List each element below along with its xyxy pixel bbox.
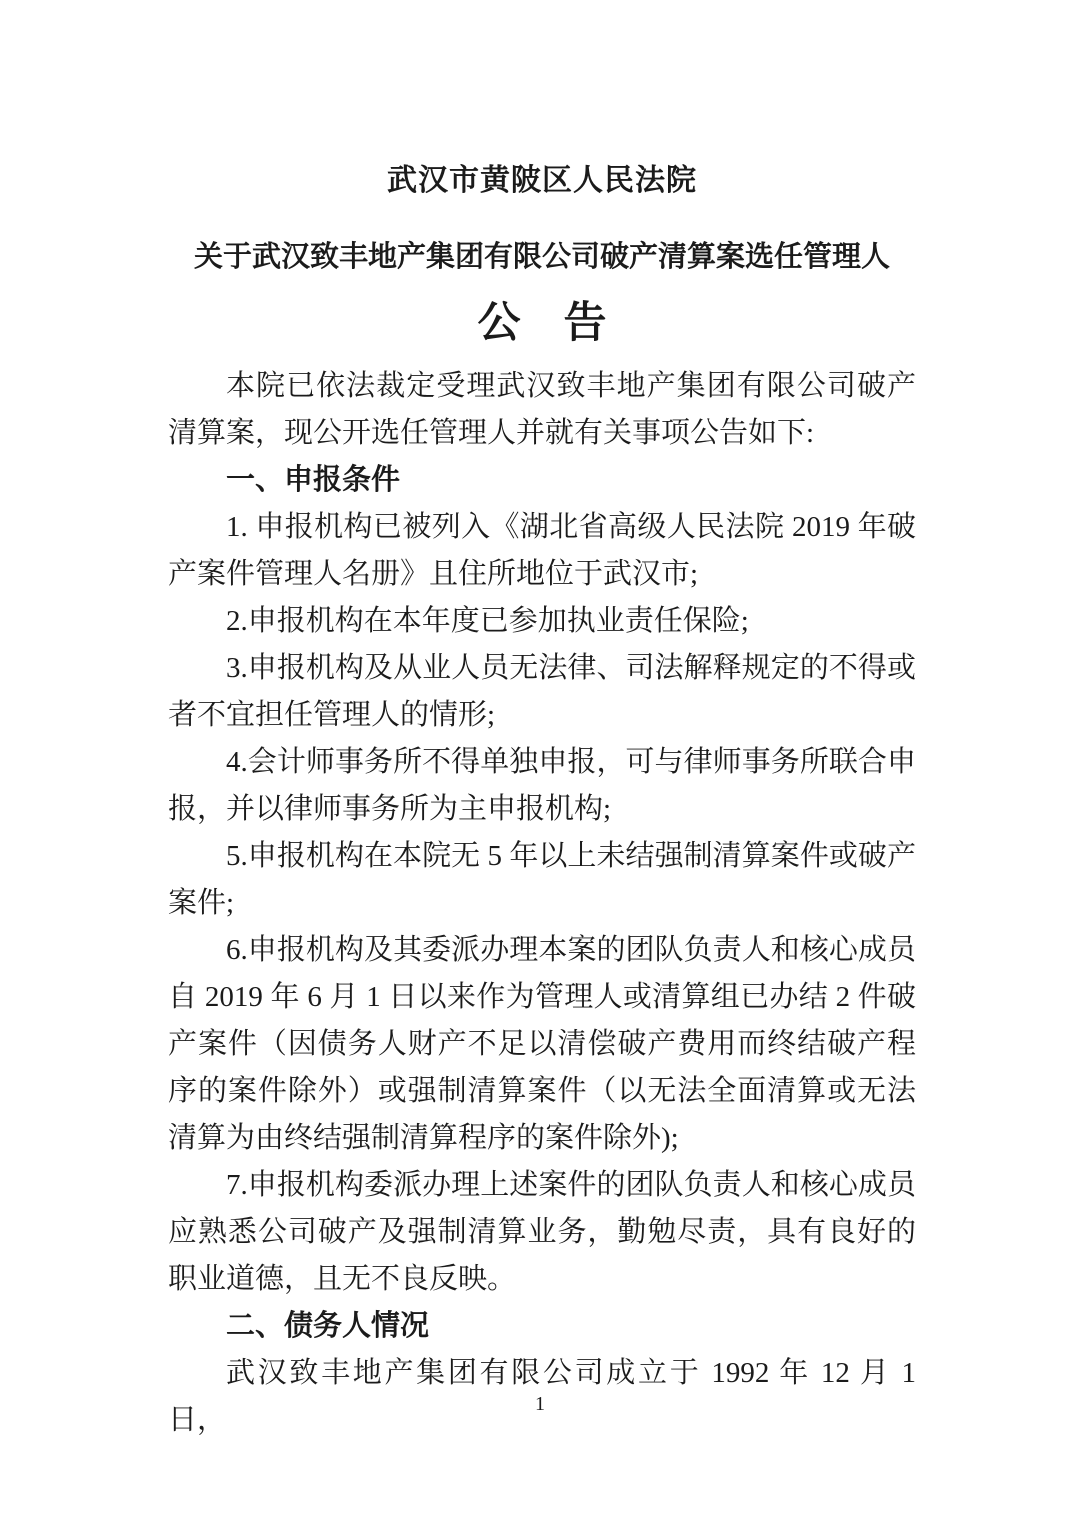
page-number: 1 <box>535 1393 545 1415</box>
intro-paragraph: 本院已依法裁定受理武汉致丰地产集团有限公司破产清算案，现公开选任管理人并就有关事项公告如下: <box>168 370 916 449</box>
requirement-item-7: 7.申报机构委派办理上述案件的团队负责人和核心成员应熟悉公司破产及强制清算业务，勤勉尽责，具有良好的职业道德，且无不良反映。 <box>168 1169 916 1295</box>
requirement-item-3: 3.申报机构及从业人员无法律、司法解释规定的不得或者不宜担任管理人的情形; <box>168 652 916 731</box>
notice-title: 公 告 <box>477 299 607 347</box>
requirement-item-2: 2.申报机构在本年度已参加执业责任保险; <box>226 605 749 637</box>
requirement-item-4: 4.会计师事务所不得单独申报，可与律师事务所联合申报，并以律师事务所为主申报机构; <box>168 746 916 825</box>
requirement-item-1: 1. 申报机构已被列入《湖北省高级人民法院 2019 年破产案件管理人名册》且住所地位于武汉市; <box>168 511 916 590</box>
document-subject-heading: 关于武汉致丰地产集团有限公司破产清算案选任管理人 <box>193 241 890 273</box>
debtor-info-paragraph: 武汉致丰地产集团有限公司成立于 1992 年 12 月 1 日， <box>168 1357 916 1436</box>
court-name-heading: 武汉市黄陂区人民法院 <box>387 164 697 197</box>
announcement-document <box>168 0 916 1444</box>
section-2-heading: 二、债务人情况 <box>226 1310 430 1342</box>
requirement-item-5: 5.申报机构在本院无 5 年以上未结强制清算案件或破产案件; <box>168 840 916 919</box>
requirement-item-6: 6.申报机构及其委派办理本案的团队负责人和核心成员自 2019 年 6 月 1 日以来作为管理人或清算组已办结 2 件破产案件（因债务人财产不足以清偿破产费用而终结破产程序的案件除外）或强制清算案件（以无法全面清算或无法清算为由终结强制清算程序的案件除外); <box>168 934 916 1154</box>
section-1-heading: 一、申报条件 <box>226 464 401 496</box>
